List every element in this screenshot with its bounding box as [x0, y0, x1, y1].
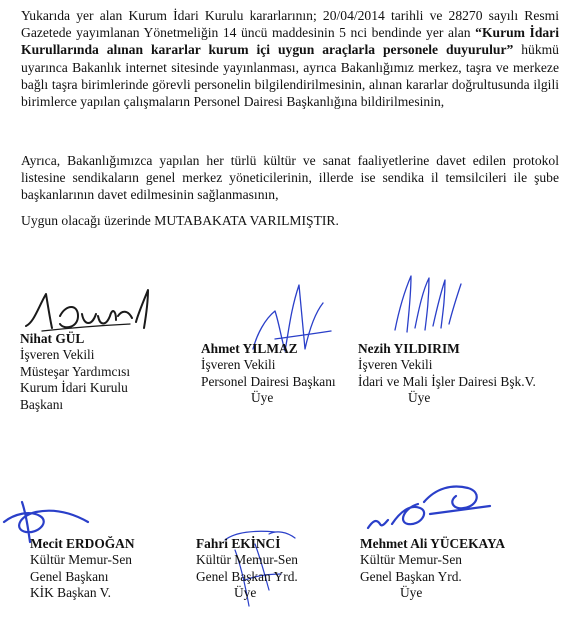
signatory-title: KİK Başkan V.	[30, 585, 111, 601]
signatory-title: Kültür Memur-Sen	[30, 552, 133, 568]
signatory-title: İşveren Vekili	[201, 357, 276, 373]
signatory-name: Nezih YILDIRIM	[358, 341, 460, 356]
signatory-role: Üye	[408, 390, 431, 406]
signatory-name: Nihat GÜL	[20, 331, 85, 346]
signatory-title: Başkanı	[20, 396, 64, 412]
signatory-role: Üye	[251, 390, 274, 406]
signatory-title: Kültür Memur-Sen	[196, 552, 299, 568]
signatory-block	[196, 536, 298, 602]
paragraph-text: Yukarıda yer alan Kurum İdari Kurulu kararlarının; 20/04/2014 tarihli ve 28270 sayılı Resmi Gazetede yayımlanan Yönetmeliğin 14 üncü maddesinin 5 nci bendinde yer alan	[21, 8, 559, 41]
signatory-title: Genel Başkanı	[30, 568, 109, 584]
signatory-block	[30, 536, 135, 602]
signatory-title: İşveren Vekili	[358, 357, 433, 373]
signatory-title: İşveren Vekili	[20, 347, 95, 363]
signatory-name: Fahri EKİNCİ	[196, 536, 281, 551]
signatory-title: Genel Başkan Yrd.	[196, 568, 298, 584]
paragraph-agreement-statement: Uygun olacağı üzerinde MUTABAKATA VARILMIŞTIR.	[21, 213, 339, 228]
signatory-block	[360, 536, 505, 602]
signatory-title: İdari ve Mali İşler Dairesi Bşk.V.	[358, 373, 536, 389]
signatory-name: Ahmet YILMAZ	[201, 341, 298, 356]
signatory-name: Mecit ERDOĞAN	[30, 536, 135, 551]
paragraph-publication-decision	[21, 7, 559, 110]
quoted-regulation-text: “Kurum İdari Kurullarında alınan kararlar kurum içi uygun araçlarla personele duyurulur”	[21, 25, 559, 58]
signatory-title: Kurum İdari Kurulu	[20, 380, 128, 396]
signatory-title: Kültür Memur-Sen	[360, 552, 463, 568]
signatory-block	[358, 341, 536, 407]
signatory-block	[20, 331, 130, 413]
signatory-block	[201, 341, 336, 407]
signatory-title: Genel Başkan Yrd.	[360, 568, 462, 584]
signatory-role: Üye	[400, 585, 423, 601]
paragraph-text: hükmü uyarınca Bakanlık internet sitesinde yayınlanması, ayrıca Bakanlığımız merkez, taşra ve merkeze bağlı taşra birimlerinde görevli personelin bilgilendirilmesinin, alınan kararlar doğrultusunda ilgili birimlerce yapılan çalışmaların Personel Dairesi Başkanlığına bildirilmesinin,	[21, 42, 559, 110]
signatory-title: Personel Dairesi Başkanı	[201, 373, 336, 389]
signatory-name: Mehmet Ali YÜCEKAYA	[360, 536, 506, 551]
signatory-title: Müsteşar Yardımcısı	[20, 363, 131, 379]
paragraph-protocol-invitation: Ayrıca, Bakanlığımızca yapılan her türlü kültür ve sanat faaliyetlerine davet edilen protokol listesine sendikaların genel merkez yöneticilerinin, illerde ise sendika il temsilcileri ile şube başkanlarının davet edilmesinin sağlanmasının,	[21, 153, 559, 203]
signature-nezih-yildirim	[385, 270, 475, 340]
signatory-role: Üye	[234, 585, 257, 601]
